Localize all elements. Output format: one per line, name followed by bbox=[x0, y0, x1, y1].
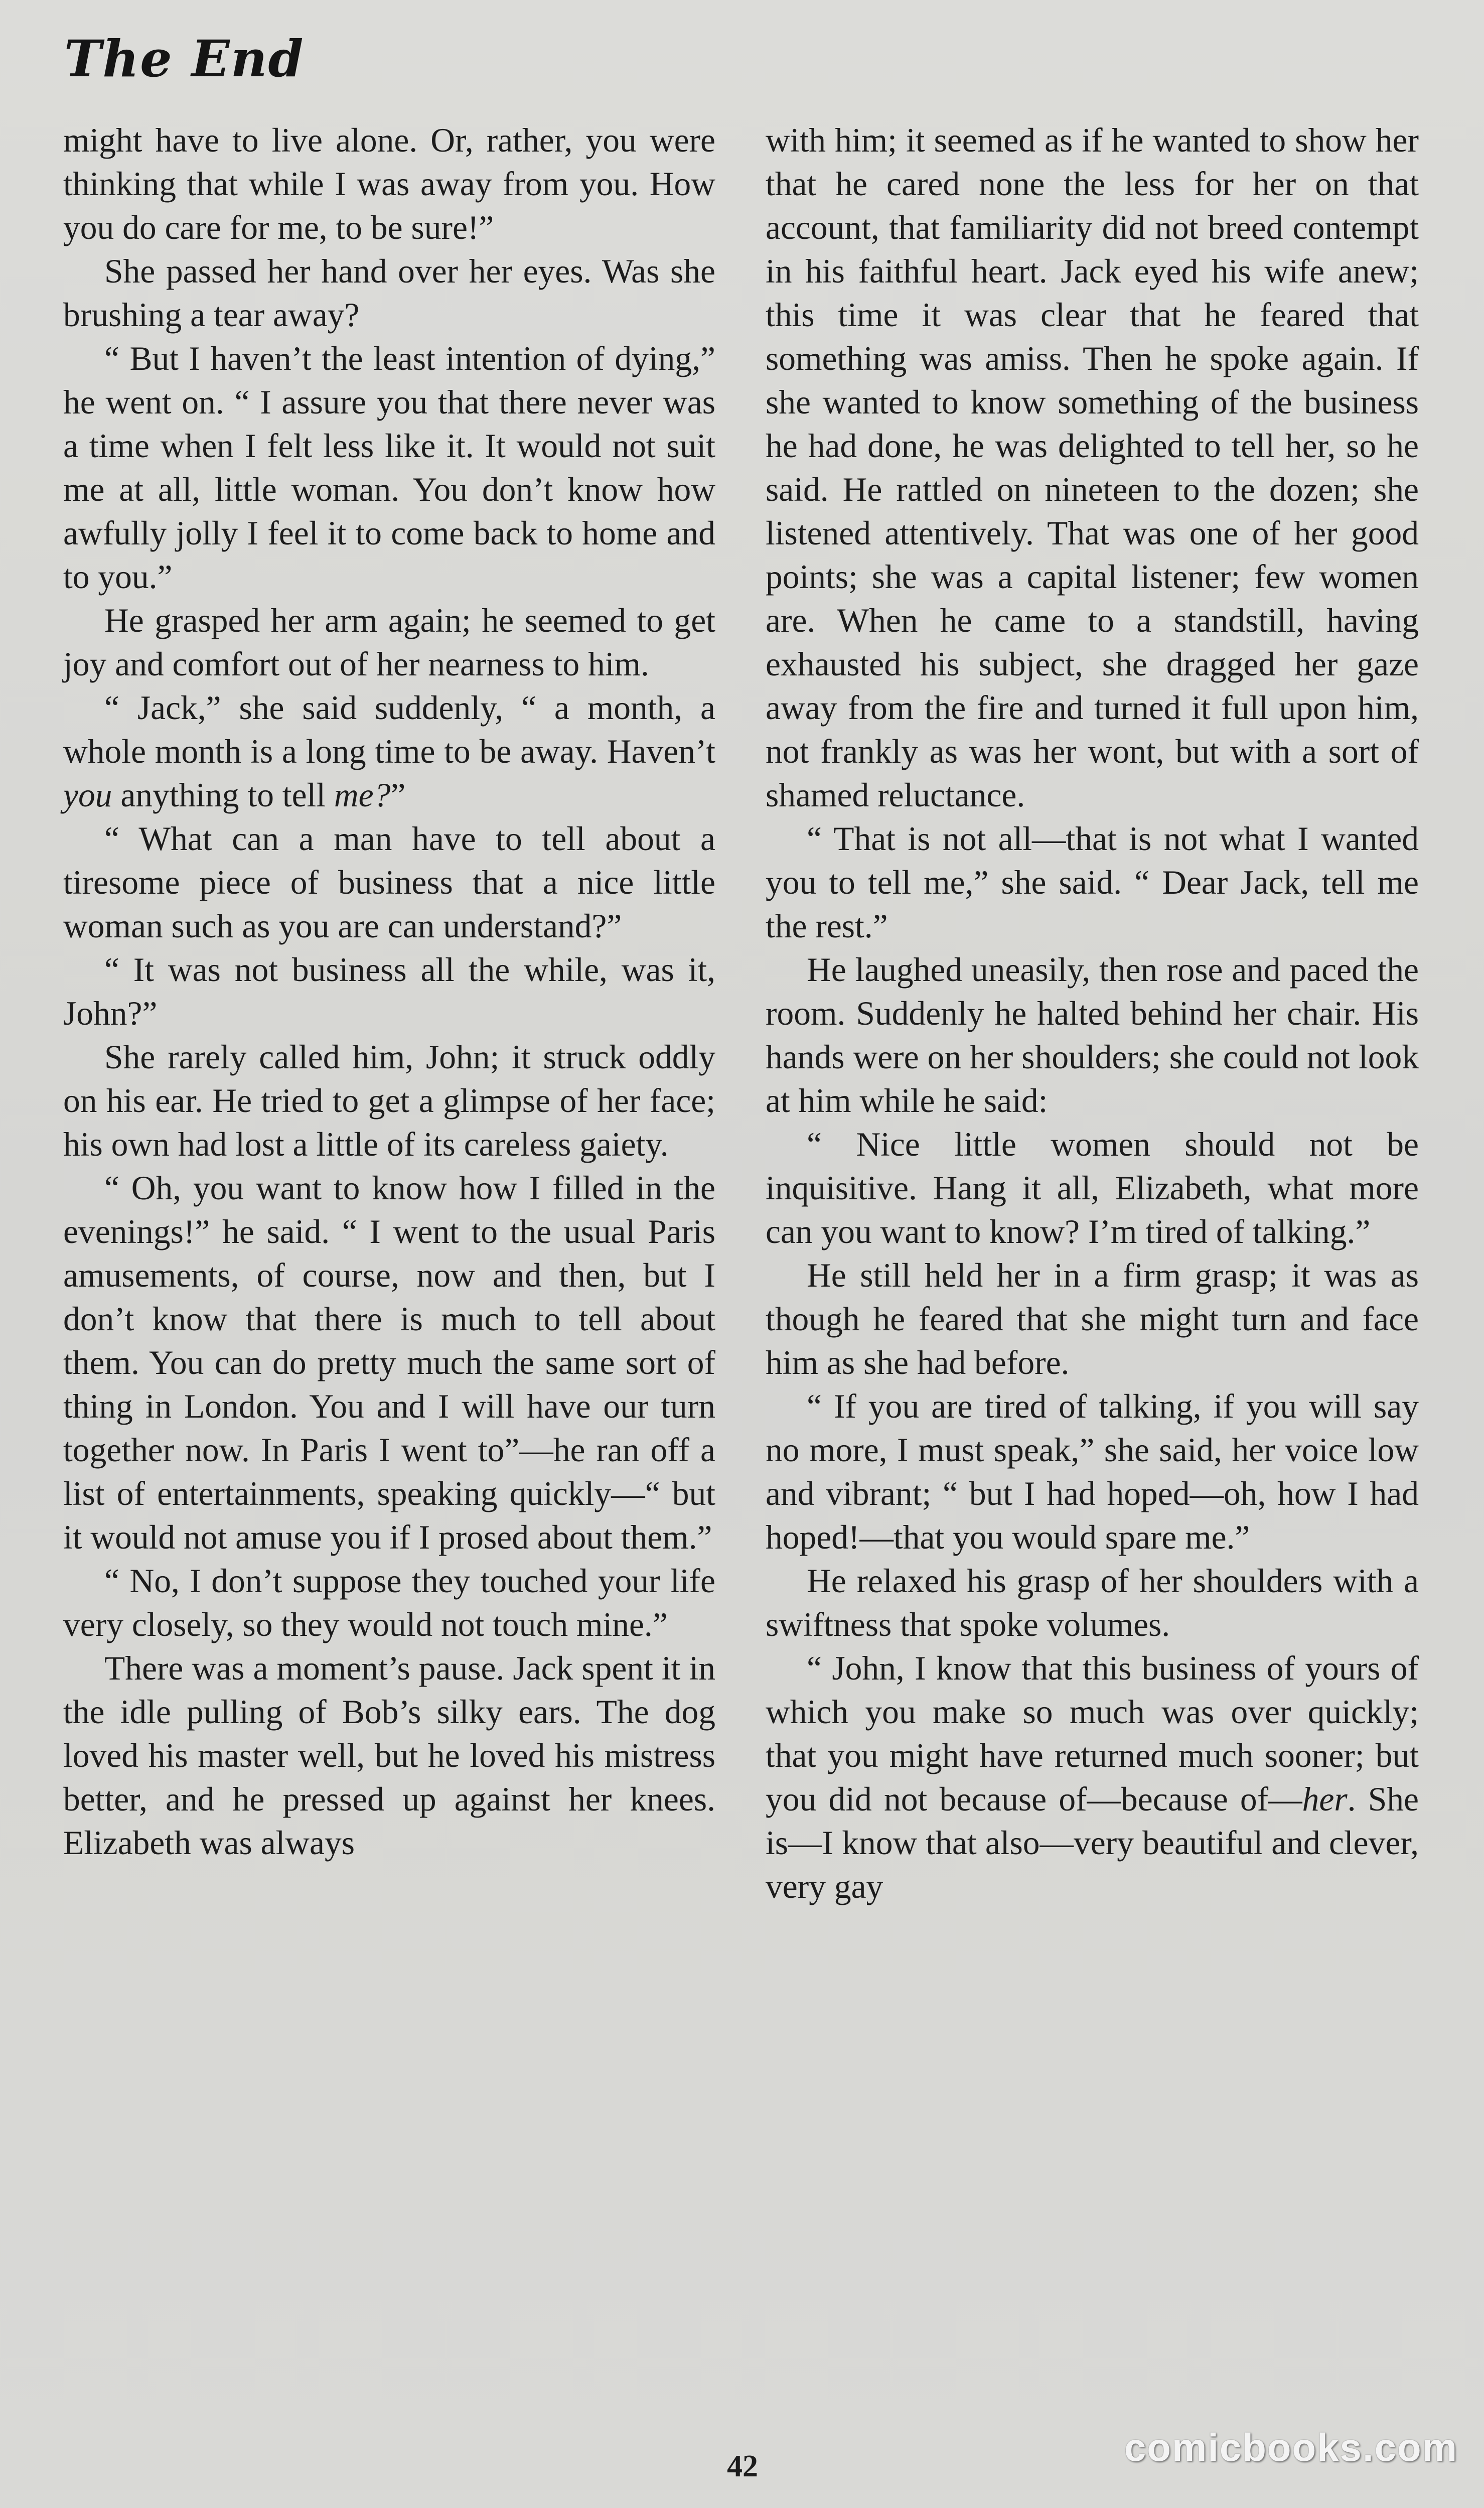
paragraph: He laughed uneasily, then rose and paced the room. Suddenly he halted behind her chair. His hands were on her shoulders; she could not look at him while he said: bbox=[766, 951, 1419, 1120]
page-title: The End bbox=[64, 29, 305, 88]
paragraph: with him; it seemed as if he wanted to show her that he cared none the less for her on that account, that familiarity did not breed contempt in his faithful heart. Jack eyed his wife anew; this time it was clear that he feared that something was amiss. Then he spoke again. If she wanted to know something of the business he had done, he was delighted to tell her, so he said. He rattled on nineteen to the dozen; she listened attentively. That was one of her good points; she was a capital listener; few women are. When he came to a standstill, having exhausted his subject, she dragged her gaze away from the fire and turned it full upon him, not frankly as was her wont, but with a sort of shamed reluctance. bbox=[766, 121, 1419, 814]
left-column bbox=[63, 118, 715, 1865]
paragraph: She passed her hand over her eyes. Was she brushing a tear away? bbox=[63, 252, 715, 334]
paragraph: She rarely called him, John; it struck oddly on his ear. He tried to get a glimpse of her face; his own had lost a little of its careless gaiety. bbox=[63, 1038, 715, 1163]
text-run: “ John, I know that this business of yours of which you make so much was over quickly; that you might have returned much sooner; but you did not because of—because of— bbox=[766, 1649, 1419, 1818]
paragraph: “ It was not business all the while, was it, John?” bbox=[63, 951, 715, 1032]
page-number: 42 bbox=[727, 2449, 758, 2483]
paragraph: “ If you are tired of talking, if you will say no more, I must speak,” she said, her voice low and vibrant; “ but I had hoped—oh, how I had hoped!—that you would spare me.” bbox=[766, 1387, 1419, 1556]
site-watermark: comicbooks.com bbox=[1124, 2425, 1458, 2469]
right-column bbox=[766, 118, 1419, 1908]
paragraph: He grasped her arm again; he seemed to get joy and comfort out of her nearness to him. bbox=[63, 602, 715, 683]
paragraph: There was a moment’s pause. Jack spent it in the idle pulling of Bob’s silky ears. The dog loved his master well, but he loved his mistress better, and he pressed up against her knees. Elizabeth was always bbox=[63, 1649, 715, 1862]
text-run: “ Jack,” she said suddenly, “ a month, a whole month is a long time to be away. Haven’t bbox=[63, 689, 715, 770]
paragraph: He still held her in a firm grasp; it was as though he feared that she might turn and face him as she had before. bbox=[766, 1257, 1419, 1381]
paragraph: “ That is not all—that is not what I wanted you to tell me,” she said. “ Dear Jack, tell me the rest.” bbox=[766, 820, 1419, 945]
text-run: . She is—I know that also—very beautiful and clever, very gay bbox=[766, 1780, 1419, 1905]
paragraph: “ Nice little women should not be inquisitive. Hang it all, Elizabeth, what more can you want to know? I’m tired of talking.” bbox=[766, 1126, 1419, 1250]
paragraph: “ No, I don’t suppose they touched your life very closely, so they would not touch mine.” bbox=[63, 1562, 715, 1643]
paragraph: might have to live alone. Or, rather, you were thinking that while I was away from you. How you do care for me, to be sure!” bbox=[63, 121, 715, 246]
paragraph bbox=[766, 1646, 1419, 1908]
paragraph: “ But I haven’t the least intention of dying,” he went on. “ I assure you that there never was a time when I felt less like it. It would not suit me at all, little woman. You don’t know how awfully jolly I feel it to come back to home and to you.” bbox=[63, 340, 715, 596]
text-run: anything to tell bbox=[112, 776, 334, 814]
text-run: ” bbox=[390, 776, 406, 814]
emphasis-text: her bbox=[1302, 1780, 1348, 1818]
paragraph: He relaxed his grasp of her shoulders with a swiftness that spoke volumes. bbox=[766, 1562, 1419, 1643]
emphasis-text: you bbox=[63, 776, 112, 814]
emphasis-text: me? bbox=[334, 776, 391, 814]
paragraph bbox=[63, 686, 715, 817]
paragraph: “ What can a man have to tell about a tiresome piece of business that a nice little woman such as you are can understand?” bbox=[63, 820, 715, 945]
paragraph: “ Oh, you want to know how I filled in the evenings!” he said. “ I went to the usual Paris amusements, of course, now and then, but I don’t know that there is much to tell about them. You can do pretty much the same sort of thing in London. You and I will have our turn together now. In Paris I went to”—he ran off a list of entertainments, speaking quickly—“ but it would not amuse you if I prosed about them.” bbox=[63, 1169, 715, 1556]
